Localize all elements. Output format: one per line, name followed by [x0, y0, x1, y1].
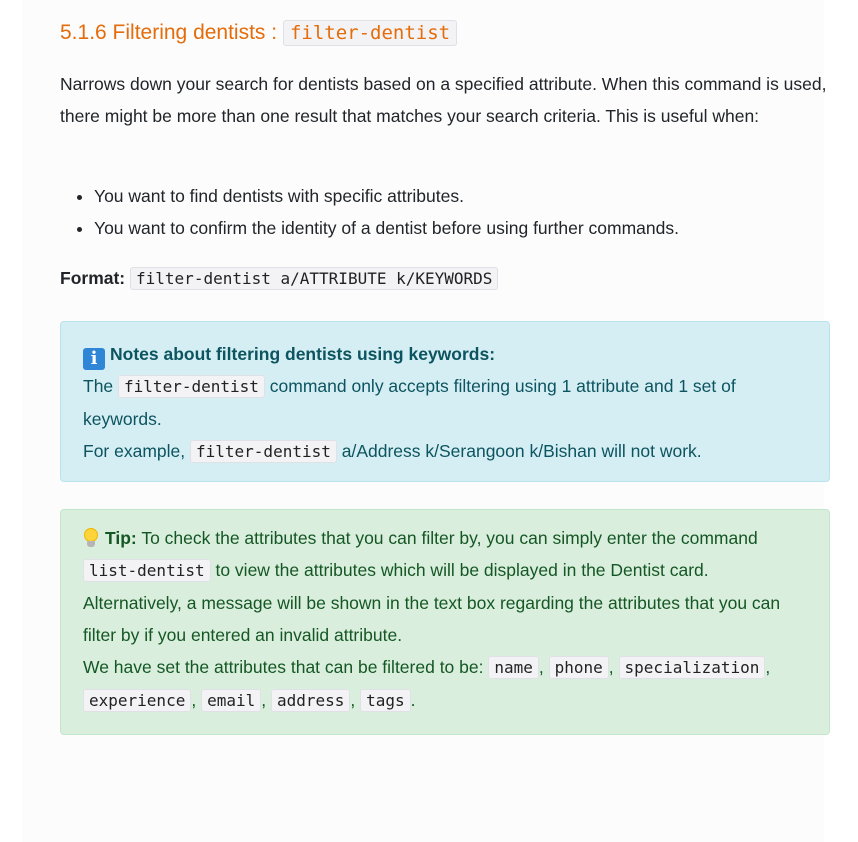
section-heading-text: 5.1.6 Filtering dentists : [60, 21, 278, 44]
notes-text: The [83, 376, 114, 396]
notes-heading-row [83, 338, 807, 370]
lightbulb-icon [83, 528, 99, 548]
list-item: • You want to confirm the identity of a dentist before using further commands. [94, 212, 858, 244]
attribute-code: email [201, 689, 261, 712]
tip-callout [60, 509, 830, 735]
notes-text: For example, [83, 441, 186, 461]
format-label: Format: [60, 268, 126, 288]
tip-attributes-line: We have set the attributes that can be filtered to be: name , phone , specialization , experience , email , address , tags . [83, 657, 771, 710]
notes-callout [60, 321, 830, 482]
list-item: • You want to find dentists with specific attributes. [94, 180, 858, 212]
tip-text: We have set the attributes that can be filtered to be: [83, 657, 484, 677]
tip-label: Tip: [105, 528, 137, 548]
section-heading [60, 19, 457, 47]
tip-text: To check the attributes that you can filter by, you can simply enter the command [141, 528, 758, 548]
attribute-code: specialization [619, 656, 766, 679]
document-page [22, 0, 827, 842]
intro-paragraph: Narrows down your search for dentists based on a specified attribute. When this command is used, there might be more than one result that matches your search criteria. This is useful when: [60, 74, 827, 126]
format-code: filter-dentist a/ATTRIBUTE k/KEYWORDS [130, 267, 498, 290]
notes-code: filter-dentist [190, 440, 337, 463]
info-icon: i [83, 348, 105, 370]
attribute-code: address [271, 689, 350, 712]
attribute-code: phone [549, 656, 609, 679]
tip-body [83, 522, 807, 651]
notes-text: command only accepts filtering using 1 attribute and 1 set of keywords. [83, 376, 736, 429]
section-heading-code: filter-dentist [283, 20, 457, 46]
attribute-code: name [488, 656, 539, 679]
notes-text: a/Address k/Serangoon k/Bishan will not work. [341, 441, 702, 461]
tip-code: list-dentist [83, 559, 211, 582]
tip-text: to view the attributes which will be displayed in the Dentist card. Alternatively, a message will be shown in the text box regarding the attributes that you can filter by if you entered an invalid attribute. [83, 560, 781, 645]
attribute-code: experience [83, 689, 191, 712]
format-line [60, 263, 498, 294]
notes-line-1 [83, 370, 807, 435]
use-case-list [60, 180, 858, 244]
attribute-code: tags [360, 689, 411, 712]
notes-heading: Notes about filtering dentists using keywords: [110, 344, 496, 364]
notes-line-2 [83, 435, 807, 468]
notes-code: filter-dentist [118, 375, 265, 398]
